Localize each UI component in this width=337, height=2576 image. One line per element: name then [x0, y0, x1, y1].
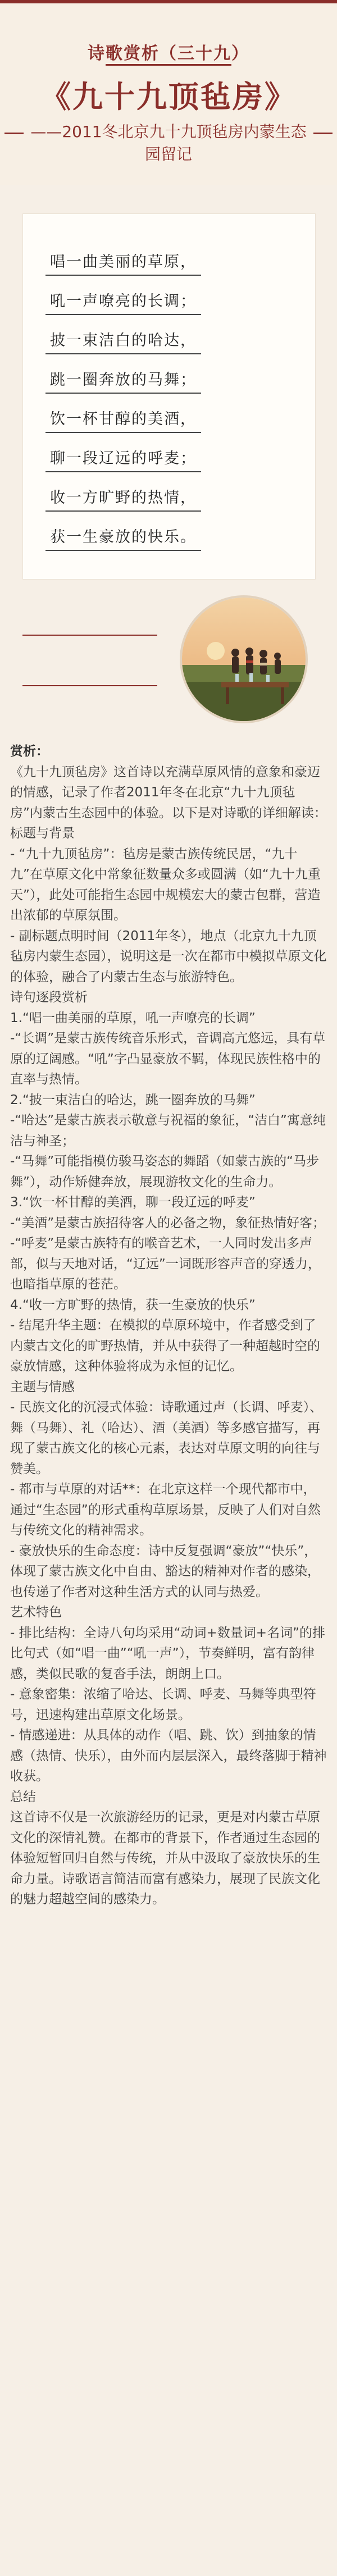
subtitle-line-2: 园留记 [144, 145, 192, 163]
analysis-paragraph: 诗句逐段赏析 [10, 990, 88, 1005]
divider-line [22, 635, 157, 636]
analysis-paragraph: 3.“饮一杯甘醇的美酒，聊一段辽远的呼麦” [10, 1195, 256, 1210]
series-underline [106, 64, 231, 66]
analysis-heading: 赏析： [10, 744, 49, 759]
analysis-paragraph: - 意象密集：浓缩了哈达、长调、呼麦、马舞等典型符号，迅速构建出草原文化场景。 [10, 1687, 316, 1722]
top-accent-line [0, 0, 337, 3]
poem-line: 披一束洁白的哈达， [45, 315, 293, 354]
poem-line: 唱一曲美丽的草原， [45, 236, 293, 276]
analysis-paragraph: -“哈达”是蒙古族表示敬意与祝福的象征，“洁白”寓意纯洁与神圣； [10, 1113, 326, 1148]
poem-card [22, 213, 316, 580]
analysis-paragraph: - 豪放快乐的生命态度：诗中反复强调“豪放”“快乐”，体现了蒙古族文化中自由、豁达的精神对作者的感染，也传递了作者对这种生活方式的认同与热爱。 [10, 1543, 320, 1599]
analysis-paragraph: - 都市与草原的对话**：在北京这样一个现代都市中，通过“生态园”的形式重构草原场景，反映了人们对自然与传统文化的精神需求。 [10, 1482, 321, 1538]
poem-line: 吼一声嘹亮的长调； [45, 276, 293, 315]
analysis-paragraph: - “九十九顶毡房”：毡房是蒙古族传统民居，“九十九”在草原文化中常象征数量众多或圆满（如“九十九重天”），此处可能指生态园中规模宏大的蒙古包群，营造出浓郁的草原氛围。 [10, 846, 321, 923]
analysis-paragraph: 1.“唱一曲美丽的草原，吼一声嘹亮的长调” [10, 1010, 256, 1025]
analysis-paragraph: -“长调”是蒙古族传统音乐形式，音调高亢悠远，具有草原的辽阔感。“吼”字凸显豪放不羁，体现民族性格中的直率与热情。 [10, 1031, 326, 1087]
analysis-paragraph: -“呼麦”是蒙古族特有的喉音艺术，一人同时发出多声部，似与天地对话，“辽远”一词既形容声音的穿透力，也暗指草原的苍茫。 [10, 1236, 321, 1292]
analysis-section [10, 741, 327, 1910]
poem-line: 获一生豪放的快乐。 [45, 512, 293, 551]
analysis-paragraph: -“美酒”是蒙古族招待客人的必备之物，象征热情好客； [10, 1215, 326, 1230]
series-label: 诗歌赏析（三十九） [88, 44, 249, 63]
analysis-paragraph: 4.“收一方旷野的热情，获一生豪放的快乐” [10, 1297, 256, 1312]
analysis-paragraph: - 副标题点明时间（2011年冬），地点（北京九十九顶毡房内蒙生态园），说明这是一次在都市中模拟草原文化的体验，融合了内蒙古生态与旅游特色。 [10, 928, 327, 984]
poem-line: 跳一圈奔放的马舞； [45, 354, 293, 394]
analysis-paragraph: - 结尾升华主题：在模拟的草原环境中，作者感受到了内蒙古文化的旷野热情，并从中获得了一种超越时空的豪放情感，这种体验将成为永恒的记忆。 [10, 1318, 320, 1374]
subtitle [0, 121, 337, 166]
analysis-paragraph: 总结 [10, 1789, 36, 1804]
poem-line: 聊一段辽远的呼麦； [45, 433, 293, 472]
poem-line: 饮一杯甘醇的美酒， [45, 394, 293, 433]
analysis-paragraph: -“马舞”可能指模仿骏马姿态的舞蹈（如蒙古族的“马步舞”），动作矫健奔放，展现游牧文化的生命力。 [10, 1154, 320, 1189]
header [0, 0, 337, 185]
subtitle-line-1: ——2011冬北京九十九顶毡房内蒙生态 [30, 122, 307, 141]
page-title: 《九十九顶毡房》 [40, 79, 297, 115]
analysis-paragraph: 这首诗不仅是一次旅游经历的记录，更是对内蒙古草原文化的深情礼赞。在都市的背景下，作者通过生态园的体验短暂回归自然与传统，并从中汲取了豪放快乐的生命力量。诗歌语言简洁而富有感染力，展现了民族文化的魅力超越空间的感染力。 [10, 1810, 320, 1907]
analysis-paragraph: - 排比结构：全诗八句均采用“动词+数量词+名词”的排比句式（如“唱一曲”“吼一声”），节奏鲜明，富有韵律感，类似民歌的复沓手法，朗朗上口。 [10, 1625, 325, 1681]
photo-illustration [182, 598, 306, 721]
analysis-paragraph: 标题与背景 [10, 826, 75, 841]
grassland-photo [180, 595, 308, 723]
analysis-paragraph: 2.“披一束洁白的哈达，跳一圈奔放的马舞” [10, 1092, 256, 1107]
analysis-paragraph: 艺术特色 [10, 1605, 62, 1620]
analysis-paragraph: - 民族文化的沉浸式体验：诗歌通过声（长调、呼麦）、舞（马舞）、礼（哈达）、酒（美酒）等多感官描写，再现了蒙古族文化的核心元素，表达对草原文明的向往与赞美。 [10, 1400, 323, 1476]
analysis-paragraph: 主题与情感 [10, 1379, 75, 1394]
poem-lines [45, 236, 293, 551]
divider-line [22, 685, 157, 686]
poem-line: 收一方旷野的热情， [45, 472, 293, 512]
image-row [0, 590, 337, 741]
analysis-paragraph: 《九十九顶毡房》这首诗以充满草原风情的意象和豪迈的情感，记录了作者2011年冬在北京“九十九顶毡房”内蒙古生态园中的体验。以下是对诗歌的详细解读： [10, 764, 327, 820]
analysis-paragraph: - 情感递进：从具体的动作（唱、跳、饮）到抽象的情感（热情、快乐），由外而内层层深入，最终落脚于精神收获。 [10, 1728, 327, 1784]
